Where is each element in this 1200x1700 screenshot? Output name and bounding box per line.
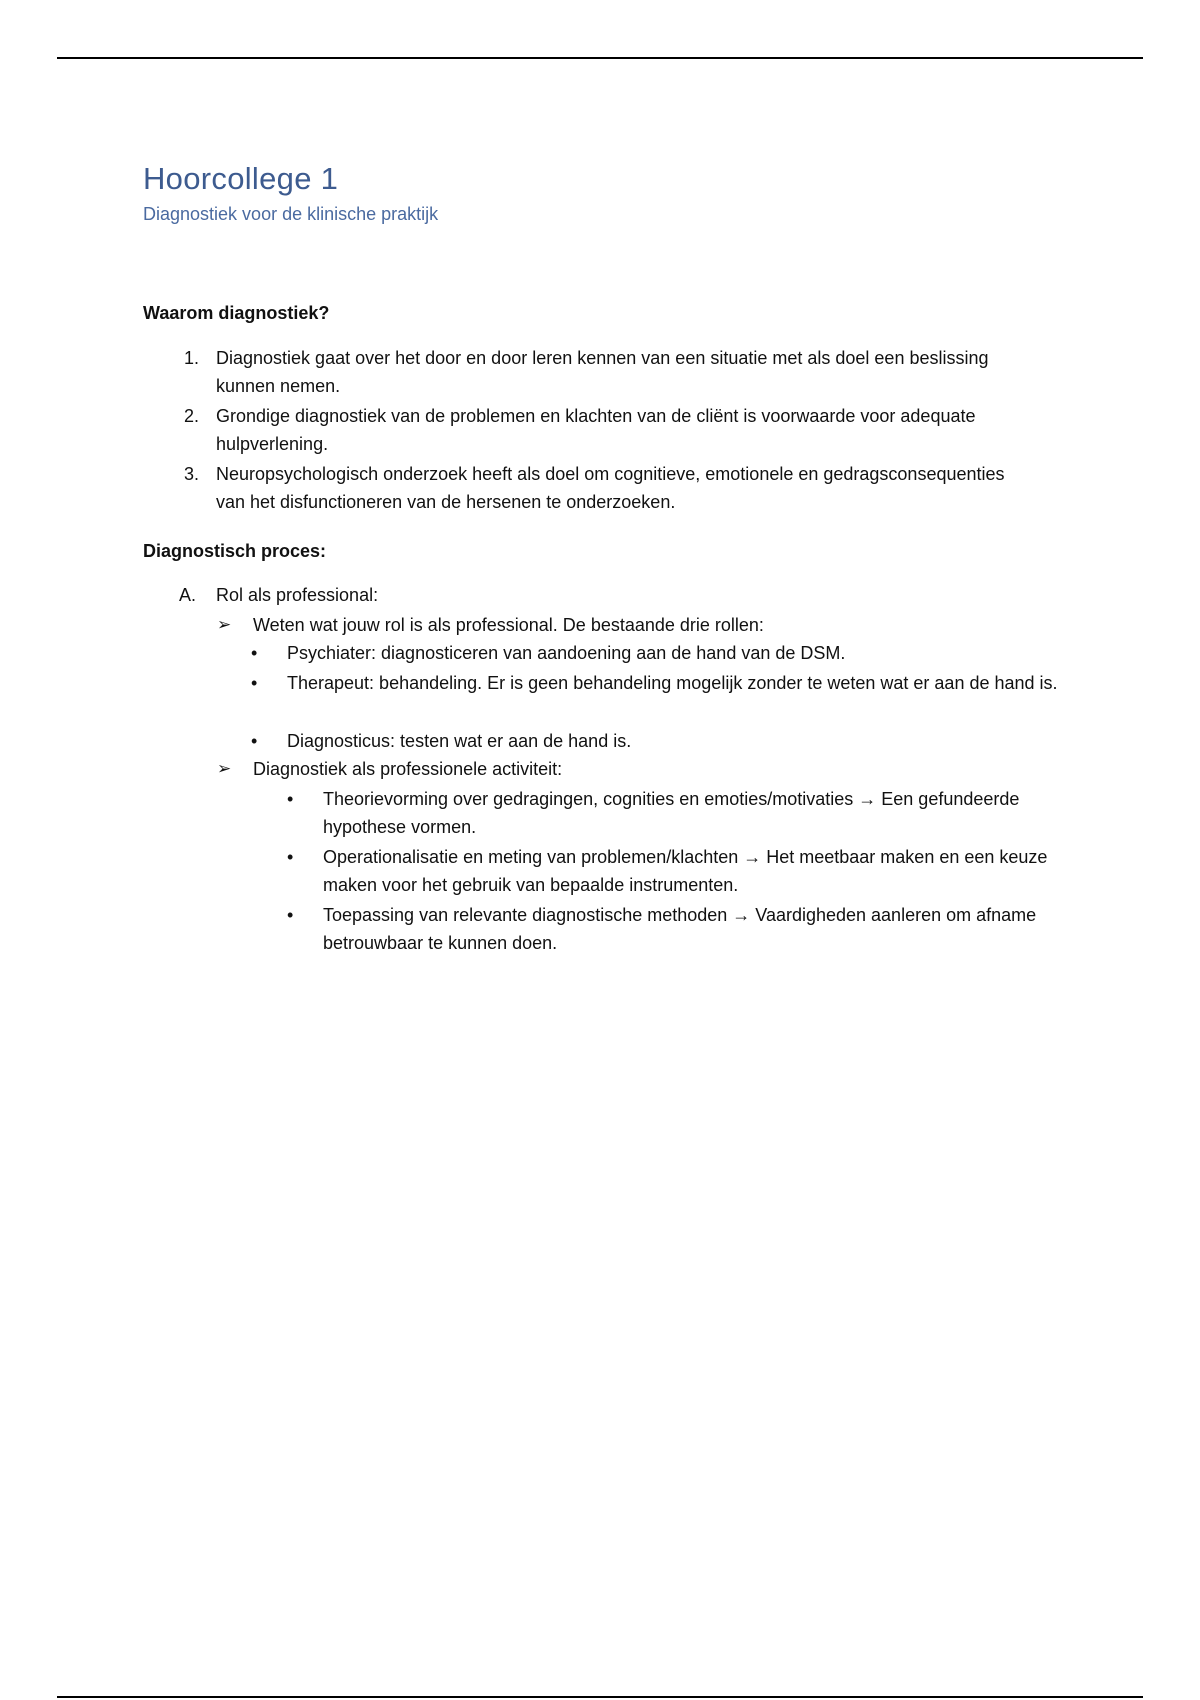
list-marker: 3.: [183, 464, 199, 484]
list-item: [179, 402, 1036, 458]
list-item: [251, 639, 1067, 667]
header-rule: [57, 57, 1143, 59]
list-item-text: Diagnosticus: testen wat er aan de hand is.: [287, 731, 632, 751]
bullet-icon: •: [251, 673, 258, 693]
document-title: Hoorcollege 1: [143, 161, 339, 196]
list-item: [179, 460, 1036, 516]
list-item: [179, 344, 1036, 400]
list-item-text: Grondige diagnostiek van de problemen en klachten van de cliënt is voorwaarde voor adequate hulpverlening.: [216, 406, 976, 454]
list-item-text: Psychiater: diagnosticeren van aandoening aan de hand van de DSM.: [287, 643, 846, 663]
list-item-text: Theorievorming over gedragingen, cognities en emoties/motivaties → Een gefundeerde hypothese vormen.: [323, 789, 1020, 837]
list-item-text: Operationalisatie en meting van problemen/klachten → Het meetbaar maken en een keuze maken voor het gebruik van bepaalde instrumenten.: [323, 847, 1048, 895]
document-body: [143, 160, 1063, 953]
list-item-text: Diagnostiek als professionele activiteit:: [253, 759, 563, 779]
list-item: [217, 755, 562, 783]
list-item-text: Neuropsychologisch onderzoek heeft als doel om cognitieve, emotionele en gedragsconsequenties van het disfunctioneren van de hersenen te onderzoeken.: [216, 464, 1005, 512]
list-item: [251, 727, 1067, 755]
bullet-icon: •: [251, 731, 258, 751]
list-item: [287, 843, 1063, 899]
list-item: [287, 901, 1063, 957]
list-item-text: Diagnostiek gaat over het door en door leren kennen van een situatie met als doel een beslissing kunnen nemen.: [216, 348, 989, 396]
bullet-icon: •: [251, 643, 258, 663]
bullet-icon: •: [287, 847, 294, 867]
list-marker: 1.: [183, 348, 199, 368]
list-item-text: Rol als professional:: [216, 585, 379, 605]
list-marker: 2.: [183, 406, 199, 426]
list-item-text: Therapeut: behandeling. Er is geen behandeling mogelijk zonder te weten wat er aan de hand is.: [287, 673, 1058, 693]
list-item: [217, 611, 764, 639]
list-item: [179, 581, 378, 609]
arrow-bullet-icon: ➢: [217, 759, 232, 778]
list-item: [251, 669, 1067, 697]
arrow-bullet-icon: ➢: [217, 615, 232, 634]
bullet-icon: •: [287, 789, 294, 809]
list-item-text: Weten wat jouw rol is als professional. De bestaande drie rollen:: [253, 615, 764, 635]
section-heading-waarom: Waarom diagnostiek?: [143, 303, 330, 323]
list-marker: A.: [179, 585, 197, 605]
footer-rule: [57, 1696, 1143, 1698]
bullet-icon: •: [287, 905, 294, 925]
list-item: [287, 785, 1063, 841]
list-item-text: Toepassing van relevante diagnostische methoden → Vaardigheden aanleren om afname betrouwbaar te kunnen doen.: [323, 905, 1037, 953]
document-subtitle: Diagnostiek voor de klinische praktijk: [143, 204, 439, 224]
section-heading-proces: Diagnostisch proces:: [143, 541, 327, 561]
